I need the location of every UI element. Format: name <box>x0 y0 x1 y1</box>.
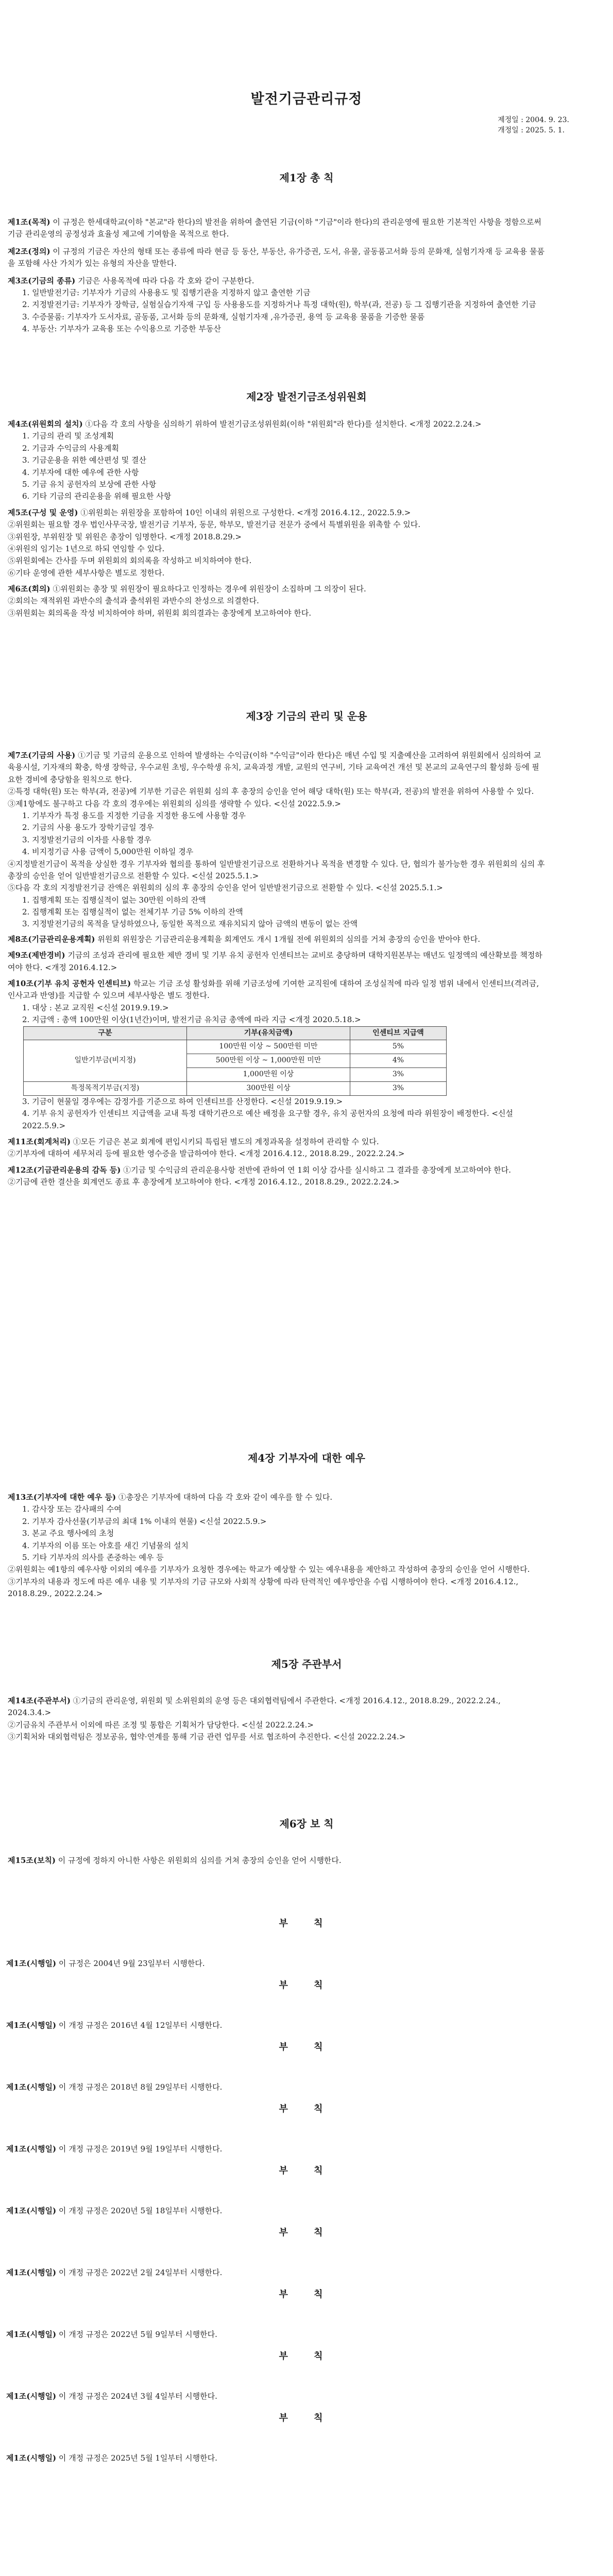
article-heading: 제5조(구성 및 운영) <box>8 507 78 517</box>
table-cell: 일반기부금(비지정) <box>24 1040 187 1081</box>
list-item: 1. 집행계획 또는 집행실적이 없는 30만원 이하의 잔액 <box>22 895 206 905</box>
addendum-3 <box>0 2040 613 2093</box>
chapter-title: 제5장 주관부서 <box>271 1658 342 1670</box>
article-heading: 제1조(시행일) <box>6 2144 57 2154</box>
list-item: 3. 지정발전기금의 목적을 달성하였으나, 동일한 목적으로 재유치되지 않아 금액의 변동이 없는 잔액 <box>22 919 358 929</box>
table-cell: 500만원 이상 ~ 1,000만원 미만 <box>187 1054 350 1068</box>
addendum-title: 부 칙 <box>279 2227 334 2238</box>
article-heading: 제1조(시행일) <box>6 2082 57 2092</box>
list-item: 3. 수증물품: 기부자가 도서자료, 골동품, 고서화 등의 문화재, 실험기자재 ,유가증권, 용역 등 교육용 물품을 기증한 물품 <box>22 312 425 321</box>
article-heading: 제1조(시행일) <box>6 2020 57 2030</box>
paragraph: ②기금유치 주관부서 이외에 따른 조정 및 통합은 기획처가 담당한다. <신설 2022.2.24.> <box>8 1720 314 1730</box>
table-header: 기부(유치금액) <box>187 1026 350 1040</box>
list-item: 2. 기부자 감사선물(기부금의 최대 1% 이내의 현물) <신설 2022.5.9.> <box>22 1516 267 1526</box>
addendum-title: 부 칙 <box>279 2165 334 2176</box>
list-item: 2. 기금과 수익금의 사용계획 <box>22 443 120 453</box>
article-9 <box>8 950 546 974</box>
addendum-4 <box>0 2102 613 2155</box>
list-item: 1. 대상 : 본교 교직원 <신설 2019.9.19.> <box>22 1003 169 1012</box>
table-cell: 특정목적기부금(지정) <box>24 1081 187 1095</box>
article-text: 이 규정은 2004년 9월 23일부터 시행한다. <box>56 1958 205 1968</box>
revised-date: 개정일 : 2025. 5. 1. <box>498 126 565 135</box>
article-heading: 제1조(목적) <box>8 217 50 227</box>
paragraph: ⑥기타 운영에 관한 세부사항은 별도로 정한다. <box>8 568 165 578</box>
article-text: 기금은 사용목적에 따라 다음 각 호와 같이 구분한다. <box>75 276 254 285</box>
article-text: ①총장은 기부자에 대하여 다음 각 호와 같이 예우를 할 수 있다. <box>116 1493 333 1502</box>
addendum-5 <box>0 2164 613 2217</box>
enacted-date: 제정일 : 2004. 9. 23. <box>498 116 569 124</box>
list-item: 4. 기부 유치 공헌자가 인센티브 지급액을 교내 특정 대학기관으로 예산 배정을 요구할 경우, 유치 공헌자의 요청에 따라 위원장이 배정한다. <신설 2022.5.9.> <box>22 1109 513 1130</box>
incentive-table <box>23 1026 447 1096</box>
article-text: 이 개정 규정은 2016년 4월 12일부터 시행한다. <box>56 2020 223 2030</box>
article-text: ①모든 기금은 본교 회계에 편입시키되 특립된 별도의 계정과목을 설정하여 관리할 수 있다. <box>71 1137 379 1146</box>
list-item: 2. 집행계획 또는 집행실적이 없는 전체기부 기금 5% 이하의 잔액 <box>22 907 243 917</box>
paragraph: ③기부자의 내용과 정도에 따른 예우 내용 및 기부자의 기금 규모와 사회적 상황에 따라 탄력적인 예우방안을 수립 시행하여야 한다. <개정 2016.4.12., 2018.8.29., 2022.2.24.> <box>8 1577 519 1599</box>
article-heading: 제12조(기금관리운용의 감독 등) <box>8 1165 121 1175</box>
article-3 <box>8 275 546 335</box>
article-text: 이 개정 규정은 2024년 3월 4일부터 시행한다. <box>56 2391 217 2401</box>
list-item: 3. 본교 주요 행사에의 초청 <box>22 1529 114 1538</box>
paragraph: ⑤다음 각 호의 지정발전기금 잔액은 위원회의 심의 후 총장의 승인을 얻어 일반발전기금으로 전환할 수 있다. <신설 2025.5.1.> <box>8 883 443 893</box>
chapter-2 <box>0 389 613 405</box>
article-7 <box>8 750 546 930</box>
paragraph: ②특정 대학(원) 또는 학부(과, 전공)에 기부한 기금은 위원회 심의 후 총장의 승인을 얻어 해당 대학(원) 또는 학부(과, 전공)의 발전을 위하여 사용할 수 있다. <box>8 787 534 796</box>
article-6 <box>8 583 546 619</box>
article-heading: 제1조(시행일) <box>6 2453 57 2463</box>
chapter-title: 제1장 총 칙 <box>279 172 334 184</box>
chapter-1-body <box>0 216 613 335</box>
article-text: 이 규정에 정하지 아니한 사항은 위원회의 심의를 거쳐 총장의 승인을 얻어 시행한다. <box>56 1856 342 1865</box>
article-heading: 제3조(기금의 종류) <box>8 276 76 285</box>
article-text: 이 개정 규정은 2022년 5월 9일부터 시행한다. <box>56 2329 217 2339</box>
list-item: 1. 일반발전기금: 기부자가 기금의 사용용도 및 집행기관을 지정하지 않고 출연한 기금 <box>22 287 311 297</box>
paragraph: ②위원회는 필요할 경우 법인사무국장, 발전기금 기부자, 동문, 학부모, 발전기금 전문가 중에서 특별위원을 위촉할 수 있다. <box>8 520 421 530</box>
article-heading: 제1조(시행일) <box>6 2391 57 2401</box>
list-item: 2. 지급액 : 총액 100만원 이상(1년간)이며, 발전기금 유치금 총액에 따라 지급 <개정 2020.5.18.> <box>22 1015 361 1025</box>
article-heading: 제4조(위원회의 설치) <box>8 419 83 429</box>
paragraph: ③위원회는 회의록을 작성 비치하여야 하며, 위원회 회의결과는 총장에게 보고하여야 한다. <box>8 608 312 618</box>
article-text: ①위원회는 위원장을 포함하여 10인 이내의 위원으로 구성한다. <개정 2016.4.12., 2022.5.9.> <box>78 507 411 517</box>
article-8 <box>8 934 546 945</box>
addendum-text <box>6 2205 613 2217</box>
addendum-8 <box>0 2349 613 2402</box>
addendum-text <box>6 2143 613 2155</box>
article-text: 이 개정 규정은 2020년 5월 18일부터 시행한다. <box>56 2206 223 2215</box>
addendum-9 <box>0 2411 613 2464</box>
addendum-2 <box>0 1978 613 2031</box>
article-text: 이 개정 규정은 2018년 8월 29일부터 시행한다. <box>56 2082 223 2092</box>
addendum-text <box>6 1958 613 1970</box>
article-text: 이 규정의 기금은 자산의 형태 또는 종류에 따라 현금 등 동산, 부동산, 유가증권, 도서, 유물, 골동품고서화 등의 문화재, 실험기자재 등 교육용 물품을 포함해 사산 가치가 있는 유형의 자산을 말한다. <box>8 246 545 268</box>
addendum-1 <box>0 1917 613 1970</box>
chapter-title: 제3장 기금의 관리 및 운용 <box>246 710 367 722</box>
article-heading: 제11조(회계처리) <box>8 1137 71 1146</box>
list-item: 4. 부동산: 기부자가 교육용 또는 수익용으로 기증한 부동산 <box>22 324 222 334</box>
addendum-title: 부 칙 <box>279 2351 334 2362</box>
list-item: 2. 지정발전기금: 기부자가 장학금, 실험실습기자재 구입 등 사용용도를 지정하거나 특정 대학(원), 학부(과, 전공) 등 그 집행기관을 지정하여 출연한 기금 <box>22 300 536 310</box>
addendum-title: 부 칙 <box>279 2289 334 2300</box>
article-14 <box>8 1695 546 1743</box>
table-header-row <box>24 1026 447 1040</box>
list-item: 3. 기금이 현물일 경우에는 감정가를 기준으로 하여 인센티브를 산정한다. <신설 2019.9.19.> <box>22 1096 343 1106</box>
chapter-3-body <box>0 750 613 1188</box>
article-text: ①다음 각 호의 사항을 심의하기 위하여 발전기금조성위원회(이하 "위원회"라 한다)를 설치한다. <개정 2022.2.24.> <box>82 419 482 429</box>
list-item: 5. 기금 유치 공헌자의 보상에 관한 사항 <box>22 479 157 489</box>
list-item: 4. 비지정기금 사용 금액이 5,000만원 이하일 경우 <box>22 847 194 857</box>
list-item: 1. 기부자가 특정 용도를 지정한 기금을 지정한 용도에 사용할 경우 <box>22 810 246 820</box>
table-cell: 3% <box>350 1081 447 1095</box>
article-heading: 제8조(기금관리운용계획) <box>8 934 95 944</box>
article-text: ①기금 및 수익금의 관리운용사항 전반에 관하여 연 1회 이상 감사를 실시하고 그 결과를 총장에게 보고하여야 한다. <box>121 1165 512 1175</box>
addendum-title: 부 칙 <box>279 2104 334 2114</box>
paragraph: ④지정발전기금이 목적을 상실한 경우 기부자와 협의를 통하여 일반발전기금으로 전환하거나 목적을 변경할 수 있다. 단, 협의가 불가능한 경우 위원회의 심의 후 총장의 승인을 얻어 일반발전기금으로 전환할 수 있다. <신설 2025.5.1.> <box>8 859 545 880</box>
article-text: 기금의 조성과 관리에 필요한 제반 경비 및 기부 유치 공헌자 인센티브는 교비로 충당하며 대학지원본부는 매년도 일정액의 예산확보를 책정하여야 한다. <개정 2016.4.12.> <box>8 951 542 972</box>
article-text: 이 개정 규정은 2025년 5월 1일부터 시행한다. <box>56 2453 217 2463</box>
paragraph: ④위원의 임기는 1년으로 하되 연임할 수 있다. <box>8 544 165 553</box>
article-text: ①기금의 관리운영, 위원회 및 소위원회의 운영 등은 대외협력팀에서 주관한다. <개정 2016.4.12., 2018.8.29., 2022.2.24., 2024.3.4.> <box>8 1696 501 1718</box>
article-heading: 제14조(주관부서) <box>8 1696 71 1705</box>
list-item: 1. 감사장 또는 감사패의 수여 <box>22 1504 122 1514</box>
article-1 <box>8 216 546 241</box>
paragraph: ⑤위원회에는 간사를 두며 위원회의 회의록을 작성하고 비치하여야 한다. <box>8 556 252 566</box>
paragraph: ③제1항에도 불구하고 다음 각 호의 경우에는 위원회의 심의를 생략할 수 있다. <신설 2022.5.9.> <box>8 799 341 808</box>
article-10 <box>8 978 546 1132</box>
article-heading: 제9조(제반경비) <box>8 951 65 960</box>
table-cell: 100만원 이상 ~ 500만원 미만 <box>187 1040 350 1054</box>
table-row <box>24 1040 447 1054</box>
article-heading: 제15조(보칙) <box>8 1856 56 1865</box>
table-row <box>24 1081 447 1095</box>
list-item: 4. 기부자에 대한 예우에 관한 사항 <box>22 467 139 477</box>
list-item: 2. 기금의 사용 용도가 장학기금일 경우 <box>22 823 154 833</box>
paragraph: ②기부자에 대하여 세무처리 등에 필요한 영수증을 발급하여야 한다. <개정 2016.4.12., 2018.8.29., 2022.2.24.> <box>8 1149 405 1159</box>
article-heading: 제7조(기금의 사용) <box>8 751 76 760</box>
chapter-4-body <box>0 1492 613 1600</box>
paragraph: ②기금에 관한 결산을 회계연도 종료 후 총장에게 보고하여야 한다. <개정 2016.4.12., 2018.8.29., 2022.2.24.> <box>8 1177 400 1187</box>
addendum-title: 부 칙 <box>279 1980 334 1991</box>
addendum-text <box>6 2081 613 2093</box>
list-item: 6. 기타 기금의 관리운용을 위해 필요한 사항 <box>22 492 172 501</box>
list-item: 4. 기부자의 이름 또는 아호를 새긴 기념물의 설치 <box>22 1540 189 1550</box>
chapter-title: 제6장 보 칙 <box>279 1818 334 1830</box>
article-heading: 제6조(회의) <box>8 584 50 594</box>
chapter-title: 제4장 기부자에 대한 예우 <box>247 1452 365 1464</box>
article-11 <box>8 1136 546 1160</box>
addendum-title: 부 칙 <box>279 2042 334 2053</box>
addendum-text <box>6 2267 613 2279</box>
table-cell: 5% <box>350 1040 447 1054</box>
addendum-text <box>6 2020 613 2031</box>
article-4 <box>8 418 546 503</box>
addendum-text <box>6 2329 613 2341</box>
chapter-3 <box>0 708 613 724</box>
article-heading: 제1조(시행일) <box>6 2267 57 2277</box>
table-header: 구분 <box>24 1026 187 1040</box>
article-13 <box>8 1492 546 1600</box>
list-item: 3. 지정발전기금의 이자를 사용할 경우 <box>22 835 151 844</box>
paragraph: ②위원회는 예1항의 예우사항 이외의 예우를 기부자가 요청한 경우에는 학교가 예상할 수 있는 예우내용을 제안하고 작성하여 총장의 승인을 얻어 시행한다. <box>8 1565 530 1574</box>
chapter-5-body <box>0 1695 613 1743</box>
table-cell: 1,000만원 이상 <box>187 1068 350 1082</box>
chapter-2-body <box>0 418 613 619</box>
document-title: 발전기금관리규정 <box>250 91 363 107</box>
article-heading: 제1조(시행일) <box>6 2206 57 2215</box>
article-12 <box>8 1164 546 1189</box>
article-text: 이 개정 규정은 2019년 9월 19일부터 시행한다. <box>56 2144 223 2154</box>
article-heading: 제10조(기부 유치 공헌자 인센티브) <box>8 979 131 989</box>
chapter-5 <box>0 1656 613 1672</box>
document-dates <box>498 115 569 136</box>
list-item: 1. 기금의 관리 및 조성계획 <box>22 431 114 441</box>
paragraph: ③위원장, 부위원장 및 위원은 총장이 임명한다. <개정 2018.8.29.> <box>8 532 242 541</box>
addendum-text <box>6 2452 613 2464</box>
chapter-4 <box>0 1450 613 1466</box>
article-text: 위원회 위원장은 기금관리운용계획을 회계연도 개시 1개월 전에 위원회의 심의를 거쳐 총장의 승인을 받아야 한다. <box>95 934 481 944</box>
list-item: 5. 기타 기부자의 의사를 존중하는 예우 등 <box>22 1552 164 1562</box>
article-text: 학교는 기금 조성 활성화를 위해 기금조성에 기여한 교직원에 대하여 조성실적에 따라 일정 범위 내에서 인센티브(격려금, 인사고과 반영)를 지급할 수 있으며 세부사항은 별도 정한다. <box>8 979 539 1001</box>
article-heading: 제13조(기부자에 대한 예우 등) <box>8 1493 116 1502</box>
article-2 <box>8 246 546 270</box>
list-item: 3. 기금운용을 위한 예산편성 및 결산 <box>22 455 147 465</box>
chapter-title: 제2장 발전기금조성위원회 <box>246 391 367 403</box>
article-text: ①위원회는 총장 및 위원장이 필요하다고 인정하는 경우에 위원장이 소집하며 그 의장이 된다. <box>50 584 366 594</box>
table-cell: 300만원 이상 <box>187 1081 350 1095</box>
addendum-7 <box>0 2287 613 2341</box>
paragraph: ②회의는 재적위원 과반수의 출석과 출석위원 과반수의 찬성으로 의결한다. <box>8 596 259 606</box>
article-heading: 제1조(시행일) <box>6 1958 57 1968</box>
addendum-title: 부 칙 <box>279 2413 334 2424</box>
article-5 <box>8 507 546 579</box>
paragraph: ③기획처와 대외협력팀은 정보공유, 협약·연계를 통해 기금 관련 업무를 서로 협조하여 추진한다. <신설 2022.2.24.> <box>8 1732 406 1742</box>
chapter-1 <box>0 170 613 186</box>
article-heading: 제2조(정의) <box>8 246 50 256</box>
addendum-text <box>6 2391 613 2402</box>
chapter-6 <box>0 1816 613 1832</box>
table-cell: 3% <box>350 1068 447 1082</box>
article-text: 이 규정은 한세대학교(이하 "본교"라 한다)의 발전을 위하여 출연된 기금(이하 "기금"이라 한다)의 관리운영에 필요한 기본적인 사항을 정함으로써 기금 관리운영의 공정성과 효율성 제고에 기여함을 목적으로 한다. <box>8 217 541 239</box>
chapter-6-body <box>0 1855 613 1867</box>
addendum-title: 부 칙 <box>279 1918 334 1929</box>
article-text: 이 개정 규정은 2022년 2월 24일부터 시행한다. <box>56 2267 223 2277</box>
addendum-6 <box>0 2226 613 2279</box>
table-header: 인센티브 지급액 <box>350 1026 447 1040</box>
article-text: ①기금 및 기금의 운용으로 인하여 발생하는 수익금(이하 "수익금"이라 한다)은 매년 수입 및 지출예산을 고려하여 위원회에서 심의하여 교육용시설, 기자재의 확충, 학생 장학금, 우수교원 초빙, 우수학생 유치, 교육과정 개발, 교원의 연구비, 기타 교육여건 개선 및 본교의 교육연구의 활성화 등에 필요한 경비에 충당함을 원칙으로 한다. <box>8 751 541 784</box>
table-cell: 4% <box>350 1054 447 1068</box>
article-15 <box>8 1855 546 1867</box>
article-heading: 제1조(시행일) <box>6 2329 57 2339</box>
